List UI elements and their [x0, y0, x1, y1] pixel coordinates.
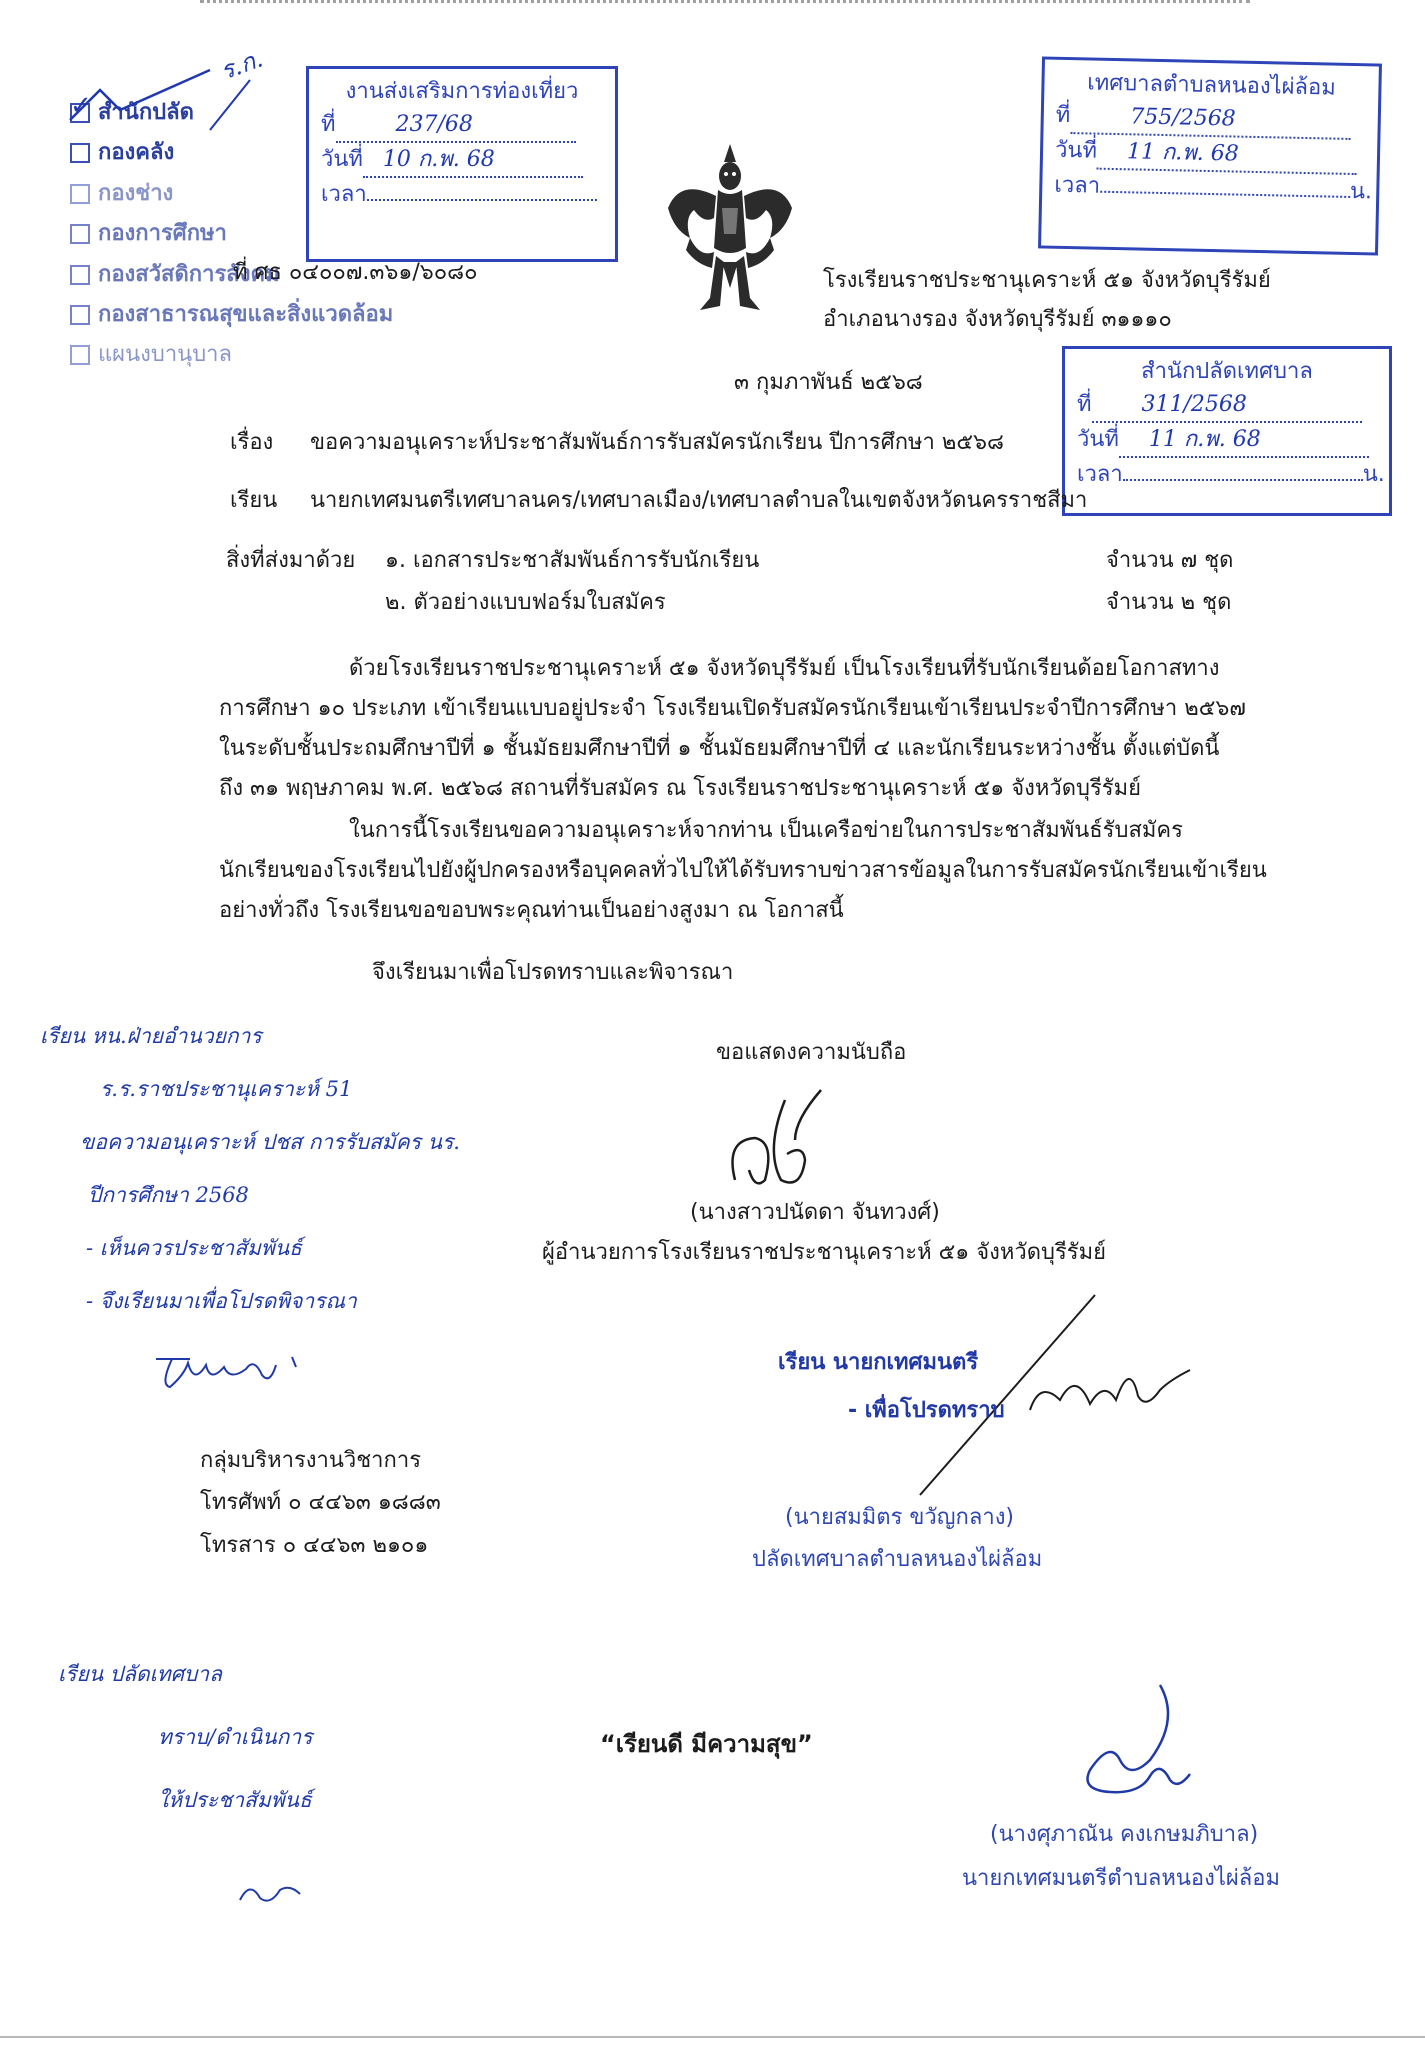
check-scribble	[60, 60, 260, 140]
phone: โทรศัพท์ ๐ ๔๔๖๓ ๑๘๘๓	[200, 1490, 441, 1515]
handwritten-line: ปีการศึกษา 2568	[88, 1183, 249, 1207]
to-text: นายกเทศมนตรีเทศบาลนคร/เทศบาลเมือง/เทศบาลตำบลในเขตจังหวัดนครราชสีมา	[310, 488, 1088, 513]
routing-item: กองคลัง	[70, 140, 393, 166]
enclosure-label: สิ่งที่ส่งมาด้วย	[226, 548, 356, 573]
routing-item: ✓ สำนักปลัด	[70, 91, 194, 125]
closing-request: จึงเรียนมาเพื่อโปรดทราบและพิจารณา	[372, 960, 734, 985]
handwritten-signature	[150, 1345, 310, 1395]
body-line: อย่างทั่วถึง โรงเรียนขอขอบพระคุณท่านเป็นอย่างสูงมา ณ โอกาสนี้	[219, 898, 844, 923]
stamp-municipality	[1038, 56, 1382, 255]
stamp-time-row: เวลา	[321, 178, 603, 211]
mayor-signature	[1050, 1680, 1220, 1820]
checkbox-icon	[70, 305, 90, 325]
regards: ขอแสดงความนับถือ	[716, 1040, 907, 1065]
stamp-title: งานส่งเสริมการท่องเที่ยว	[345, 79, 579, 104]
fax: โทรสาร ๐ ๔๔๖๓ ๒๑๐๑	[200, 1533, 429, 1558]
handwritten-note-2	[58, 1658, 312, 1847]
letter-date: ๓ กุมภาพันธ์ ๒๕๖๘	[734, 370, 923, 395]
principal-name: (นางสาวปนัดดา จันทวงศ์)	[690, 1200, 940, 1225]
letter-reference: ที่ ศธ ๐๔๐๐๗.๓๖๑/๖๐๘๐	[233, 260, 478, 285]
clerk-signature	[1020, 1350, 1200, 1430]
checkbox-icon	[70, 184, 90, 204]
stamp-no-row: ที่ 237/68	[321, 108, 603, 143]
body-line: ในการนี้โรงเรียนขอความอนุเคราะห์จากท่าน เป็นเครือข่ายในการประชาสัมพันธ์รับสมัคร	[349, 818, 1183, 843]
stamp-date-row: วันที่ 11 ก.พ. 68	[1055, 134, 1366, 175]
checkbox-icon	[70, 265, 90, 285]
stamp-date-row: วันที่ 10 ก.พ. 68	[321, 143, 603, 178]
stamp-title: เทศบาลตำบลหนองไผ่ล้อม	[1086, 70, 1336, 101]
checkbox-icon	[70, 143, 90, 163]
body-line: ถึง ๓๑ พฤษภาคม พ.ศ. ๒๕๖๘ สถานที่รับสมัคร ณ โรงเรียนราชประชานุเคราะห์ ๕๑ จังหวัดบุรีรัมย์	[219, 776, 1142, 801]
checkbox-icon	[70, 345, 90, 365]
enclosure-qty: จำนวน ๗ ชุด	[1106, 548, 1234, 573]
stamp-date-row: วันที่ 11 ก.พ. 68	[1077, 423, 1377, 458]
handwritten-mark: ร.ก.	[216, 44, 267, 86]
mayor-title: นายกเทศมนตรีตำบลหนองไผ่ล้อม	[962, 1866, 1280, 1891]
routing-item: กองช่าง	[70, 181, 393, 207]
handwritten-note-1	[40, 1020, 460, 1338]
enclosure-item: ๒. ตัวอย่างแบบฟอร์มใบสมัคร	[385, 590, 666, 615]
stamp-no-row: ที่ 755/2568	[1055, 99, 1366, 140]
subject-text: ขอความอนุเคราะห์ประชาสัมพันธ์การรับสมัครนักเรียน ปีการศึกษา ๒๕๖๘	[310, 430, 1004, 455]
handwritten-line: ให้ประชาสัมพันธ์	[158, 1788, 312, 1812]
principal-title: ผู้อำนวยการโรงเรียนราชประชานุเคราะห์ ๕๑ จังหวัดบุรีรัมย์	[542, 1240, 1106, 1265]
body-line: ในระดับชั้นประถมศึกษาปีที่ ๑ ชั้นมัธยมศึกษาปีที่ ๑ ชั้นมัธยมศึกษาปีที่ ๔ และนักเรียนระหว่างชั้น ตั้งแต่บัดนี้	[219, 736, 1220, 761]
stamp-tourism	[306, 66, 618, 262]
handwritten-initial	[230, 1870, 310, 1910]
sender-address-2: อำเภอนางรอง จังหวัดบุรีรัมย์ ๓๑๑๑๐	[823, 307, 1172, 332]
forward-line-2: - เพื่อโปรดทราบ	[848, 1398, 1005, 1423]
handwritten-line: เรียน หน.ฝ่ายอำนวยการ	[40, 1024, 262, 1048]
handwritten-line: ขอความอนุเคราะห์ ปชส การรับสมัคร นร.	[80, 1130, 460, 1154]
scan-edge	[0, 2036, 1425, 2046]
routing-item: กองสาธารณสุขและสิ่งแวดล้อม	[70, 302, 393, 328]
stamp-title: สำนักปลัดเทศบาล	[1141, 359, 1313, 384]
body-line: ด้วยโรงเรียนราชประชานุเคราะห์ ๕๑ จังหวัดบุรีรัมย์ เป็นโรงเรียนที่รับนักเรียนด้อยโอกาสทาง	[349, 656, 1220, 681]
stamp-time-row: เวลา น.	[1054, 172, 1373, 205]
school-motto: “เรียนดี มีความสุข”	[600, 1730, 813, 1758]
stamp-office	[1062, 346, 1392, 516]
handwritten-line: เรียน ปลัดเทศบาล	[58, 1662, 222, 1686]
garuda-emblem	[660, 138, 800, 323]
checkbox-icon	[70, 224, 90, 244]
sender-address-1: โรงเรียนราชประชานุเคราะห์ ๕๑ จังหวัดบุรีรัมย์	[823, 268, 1271, 293]
body-line: นักเรียนของโรงเรียนไปยังผู้ปกครองหรือบุคคลทั่วไปให้ได้รับทราบข่าวสารข้อมูลในการรับสมัครนักเรียนเข้าเรียน	[219, 858, 1267, 883]
handwritten-line: ทราบ/ดำเนินการ	[158, 1725, 313, 1749]
body-line: การศึกษา ๑๐ ประเภท เข้าเรียนแบบอยู่ประจำ โรงเรียนเปิดรับสมัครนักเรียนเข้าเรียนประจำปีการศึกษา ๒๕๖๗	[219, 696, 1246, 721]
routing-item: แผนงบานุบาล	[70, 342, 393, 368]
handwritten-line: - เห็นควรประชาสัมพันธ์	[86, 1236, 302, 1260]
mayor-name: (นางศุภาณัน คงเกษมภิบาล)	[990, 1822, 1259, 1847]
department: กลุ่มบริหารงานวิชาการ	[200, 1448, 422, 1473]
to-label: เรียน	[230, 488, 278, 513]
subject-label: เรื่อง	[230, 430, 274, 455]
forward-line-1: เรียน นายกเทศมนตรี	[778, 1350, 979, 1375]
stamp-time-row: เวลา น.	[1077, 462, 1385, 487]
clerk-title: ปลัดเทศบาลตำบลหนองไผ่ล้อม	[752, 1547, 1043, 1572]
principal-signature	[725, 1080, 865, 1200]
handwritten-line: - จึงเรียนมาเพื่อโปรดพิจารณา	[86, 1289, 357, 1313]
routing-item: กองการศึกษา	[70, 221, 393, 247]
enclosure-item: ๑. เอกสารประชาสัมพันธ์การรับนักเรียน	[385, 548, 760, 573]
top-cutoff-line	[200, 0, 1250, 9]
routing-item: กองสวัสดิการสังคม	[70, 262, 393, 288]
checkbox-icon: ✓	[70, 91, 92, 121]
enclosure-qty: จำนวน ๒ ชุด	[1106, 590, 1232, 615]
handwritten-line: ร.ร.ราชประชานุเคราะห์ 51	[100, 1077, 353, 1101]
stamp-no-row: ที่ 311/2568	[1077, 388, 1377, 423]
clerk-name: (นายสมมิตร ขวัญกลาง)	[785, 1505, 1015, 1530]
